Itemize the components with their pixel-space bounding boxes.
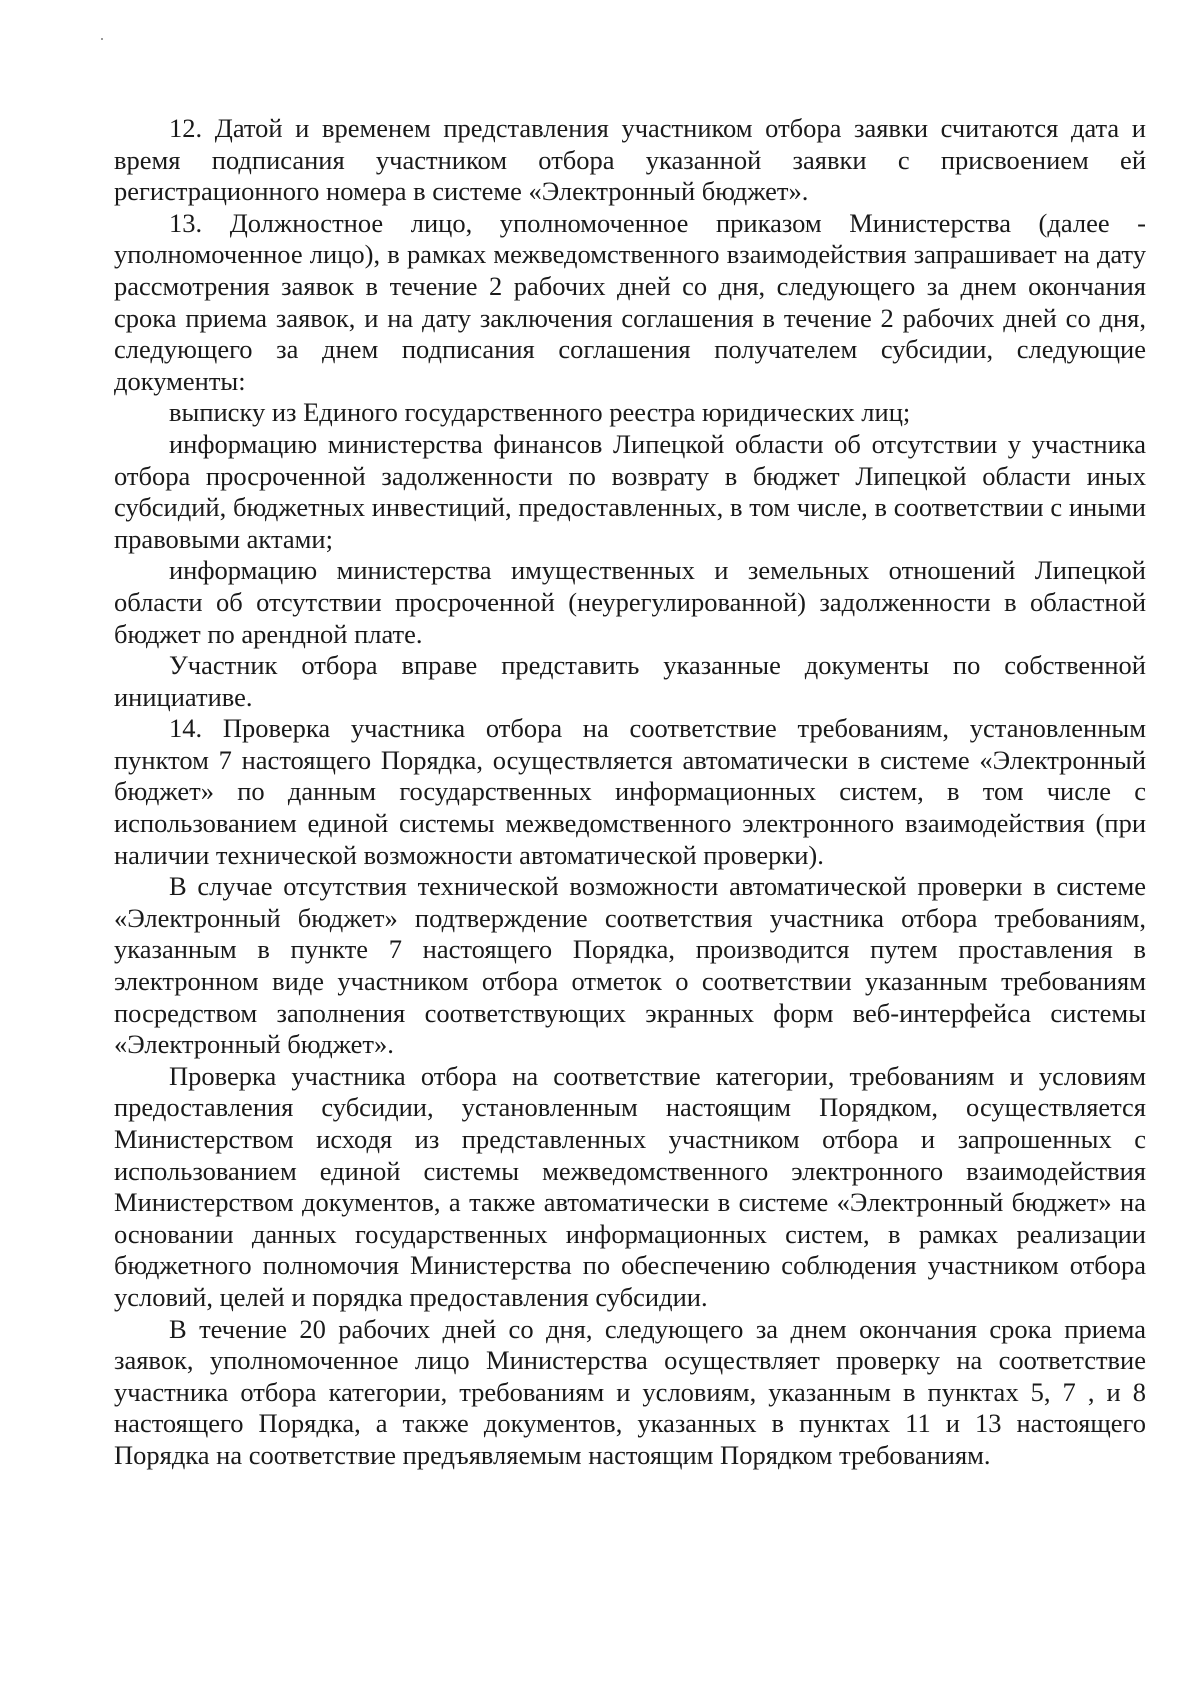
paragraph-20-days: В течение 20 рабочих дней со дня, следующего за днем окончания срока приема заявок, уполномоченное лицо Министерства осуществляет проверку на соответствие участника отбора категории, требованиям и условиям, указанным в пунктах 5, 7 , и 8 настоящего Порядка, а также документов, указанных в пунктах 11 и 13 настоящего Порядка на соответствие предъявляемым настоящим Порядком требованиям.	[114, 1313, 1146, 1470]
paragraph-manual-check: В случае отсутствия технической возможности автоматической проверки в системе «Электронный бюджет» подтверждение соответствия участника отбора требованиям, указанным в пункте 7 настоящего Порядка, производится путем проставления в электронном виде участником отбора отметок о соответствии указанным требованиям посредством заполнения соответствующих экранных форм веб-интерфейса системы «Электронный бюджет».	[114, 871, 1146, 1060]
paragraph-14: 14. Проверка участника отбора на соответствие требованиям, установленным пунктом 7 настоящего Порядка, осуществляется автоматически в системе «Электронный бюджет» по данным государственных информационных систем, в том числе с использованием единой системы межведомственного электронного взаимодействия (при наличии технической возможности автоматической проверки).	[114, 713, 1146, 870]
list-item-egrul-extract: выписку из Единого государственного реестра юридических лиц;	[169, 397, 911, 428]
scan-artifact	[101, 38, 103, 40]
paragraph-13: 13. Должностное лицо, уполномоченное приказом Министерства (далее - уполномоченное лицо), в рамках межведомственного взаимодействия запрашивает на дату рассмотрения заявок в течение 2 рабочих дней со дня, следующего за днем окончания срока приема заявок, и на дату заключения соглашения в течение 2 рабочих дней со дня, следующего за днем подписания соглашения получателем субсидии, следующие документы:	[114, 207, 1146, 396]
paragraph-ministry-check: Проверка участника отбора на соответствие категории, требованиям и условиям предоставления субсидии, установленным настоящим Порядком, осуществляется Министерством исходя из представленных участником отбора и запрошенных с использованием единой системы межведомственного электронного взаимодействия Министерством документов, а также автоматически в системе «Электронный бюджет» на основании данных государственных информационных систем, в рамках реализации бюджетного полномочия Министерства по обеспечению соблюдения участником отбора условий, целей и порядка предоставления субсидии.	[114, 1060, 1146, 1312]
paragraph-12: 12. Датой и временем представления участником отбора заявки считаются дата и время подписания участником отбора указанной заявки с присвоением ей регистрационного номера в системе «Электронный бюджет».	[114, 113, 1146, 207]
list-item-property-ministry-info: информацию министерства имущественных и земельных отношений Липецкой области об отсутствии просроченной (неурегулированной) задолженности в областной бюджет по арендной плате.	[114, 555, 1146, 649]
paragraph-own-initiative: Участник отбора вправе представить указанные документы по собственной инициативе.	[114, 650, 1146, 712]
list-item-finance-ministry-info: информацию министерства финансов Липецкой области об отсутствии у участника отбора просроченной задолженности по возврату в бюджет Липецкой области иных субсидий, бюджетных инвестиций, предоставленных, в том числе, в соответствии с иными правовыми актами;	[114, 428, 1146, 554]
document-body	[114, 113, 1146, 1472]
